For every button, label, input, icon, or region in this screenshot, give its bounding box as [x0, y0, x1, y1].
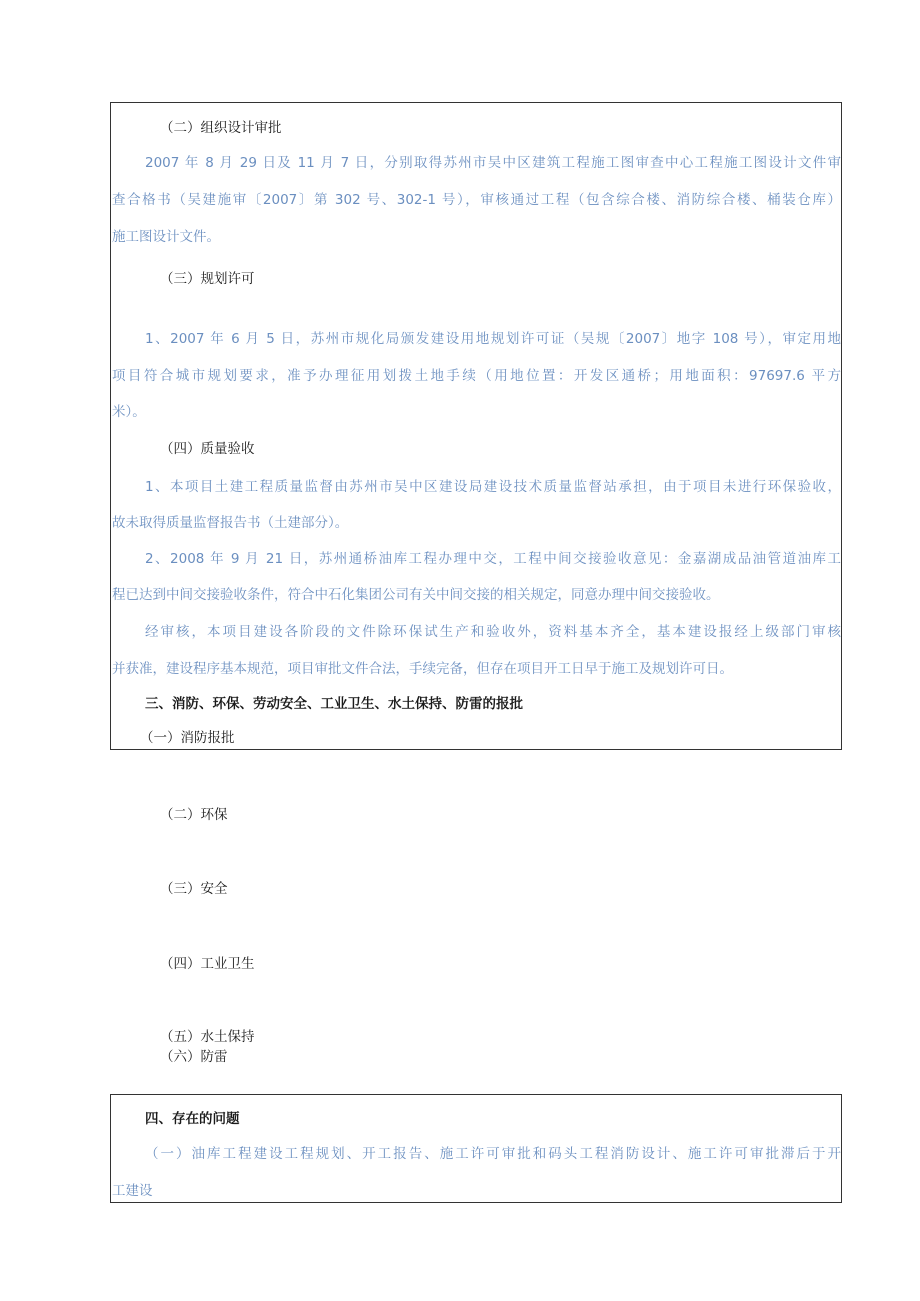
- issue-1-line-1: （一）油库工程建设工程规划、开工报告、施工许可审批和码头工程消防设计、施工许可审批滞后于开: [145, 1146, 841, 1162]
- design-review-line-3: 施工图设计文件。: [112, 229, 220, 245]
- issue-1-line-2: 工建设: [112, 1183, 153, 1199]
- quality-p1-line-1: 1、本项目土建工程质量监督由苏州市吴中区建设局建设技术质量监督站承担，由于项目未进行环保验收，: [145, 479, 841, 495]
- heading-soil-water: （五）水土保持: [160, 1029, 255, 1045]
- section3-title: 三、消防、环保、劳动安全、工业卫生、水土保持、防雷的报批: [145, 696, 523, 712]
- section4-title: 四、存在的问题: [145, 1111, 240, 1127]
- quality-p2-line-2: 程已达到中间交接验收条件，符合中石化集团公司有关中间交接的相关规定，同意办理中间交接验收。: [112, 587, 720, 603]
- quality-p1-line-2: 故未取得质量监督报告书（土建部分）。: [112, 515, 349, 531]
- heading-lightning: （六）防雷: [160, 1049, 228, 1065]
- heading-environmental: （二）环保: [160, 807, 228, 823]
- design-review-line-1: 2007 年 8 月 29 日及 11 月 7 日，分别取得苏州市吴中区建筑工程施工图审查中心工程施工图设计文件审: [145, 155, 841, 171]
- heading-quality-acceptance: （四）质量验收: [160, 441, 255, 457]
- planning-line-1: 1、2007 年 6 月 5 日，苏州市规化局颁发建设用地规划许可证（吴规〔2007〕地字 108 号），审定用地: [145, 331, 841, 347]
- heading-industrial-hygiene: （四）工业卫生: [160, 956, 255, 972]
- planning-line-3: 米）。: [112, 404, 146, 420]
- heading-planning-permit: （三）规划许可: [160, 271, 255, 287]
- heading-design-review: （二）组织设计审批: [160, 120, 282, 136]
- summary-line-2: 并获准，建设程序基本规范，项目审批文件合法，手续完备，但存在项目开工日早于施工及规划许可日。: [112, 661, 733, 677]
- quality-p2-line-1: 2、2008 年 9 月 21 日，苏州通桥油库工程办理中交，工程中间交接验收意见：金嘉湖成品油管道油库工: [145, 551, 841, 567]
- heading-safety: （三）安全: [160, 881, 228, 897]
- planning-line-2: 项目符合城市规划要求，准予办理征用划拨土地手续（用地位置：开发区通桥；用地面积：97697.6 平方: [112, 368, 841, 384]
- design-review-line-2: 查合格书（吴建施审〔2007〕第 302 号、302-1 号），审核通过工程（包含综合楼、消防综合楼、桶装仓库）: [112, 192, 841, 208]
- summary-line-1: 经审核，本项目建设各阶段的文件除环保试生产和验收外，资料基本齐全，基本建设报经上级部门审核: [145, 624, 841, 640]
- heading-fire-approval: （一）消防报批: [140, 730, 235, 746]
